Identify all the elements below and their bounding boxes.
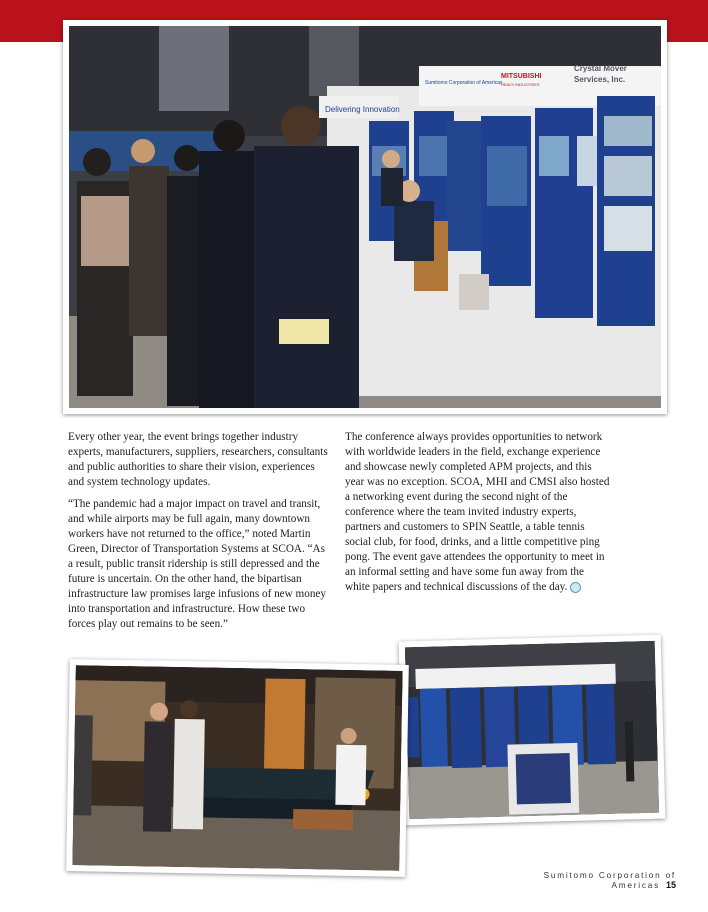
booth-sign-crystal-2: Services, Inc. — [574, 75, 626, 84]
body-paragraph — [345, 430, 610, 595]
publication-name: Sumitomo Corporation of Americas — [543, 871, 676, 890]
exhibit-booth-photo — [399, 635, 666, 826]
booth-sign-mitsubishi: MITSUBISHI — [501, 73, 542, 80]
body-paragraph: Every other year, the event brings together industry experts, manufacturers, suppliers, researchers, consultants and public authorities to share their vision, experiences and system technology updates. — [68, 431, 328, 488]
page-number: 15 — [665, 880, 676, 890]
ping-pong-scene — [72, 665, 402, 871]
booth-sign-sumitomo: Sumitomo Corporation of Americas — [425, 80, 503, 86]
conference-booth-scene — [69, 26, 661, 408]
exhibit-booth-scene — [405, 641, 659, 819]
circle-end-mark-icon — [570, 582, 581, 593]
body-paragraph-text: The conference always provides opportunities to network with worldwide leaders in the field, exchange experience and showcase newly completed APM projects, and this year was no exception. SCOA, MHI and CMSI also hosted a networking event during the second night of the conference where the team invited industry experts, partners and customers to SPIN Seattle, a table tennis social club, for food, drinks, and a little competitive ping pong. The event gave attendees the opportunity to meet in an informal setting and have some fun away from the white papers and technical discussions of the day. — [345, 431, 610, 593]
ping-pong-event-photo — [66, 659, 409, 877]
booth-sign-delivering: Delivering Innovation — [325, 105, 400, 114]
body-paragraph: “The pandemic had a major impact on travel and transit, and while airports may be full again, many downtown workers have not returned to the office,” noted Martin Green, Director of Transportation Systems at SCOA. “As a result, public transit ridership is still depressed and the future is uncertain. On the other hand, the bipartisan infrastructure law promises large infusions of new money into transportation and infrastructure. How these two forces play out remains to be seen.” — [68, 498, 326, 630]
body-column-right — [345, 430, 610, 602]
body-column-left — [68, 430, 332, 639]
booth-sign-mitsubishi-sub: HEAVY INDUSTRIES — [501, 82, 540, 87]
booth-sign-crystal-1: Crystal Mover — [574, 64, 627, 73]
conference-booth-photo — [63, 20, 667, 414]
page-footer — [480, 871, 676, 890]
